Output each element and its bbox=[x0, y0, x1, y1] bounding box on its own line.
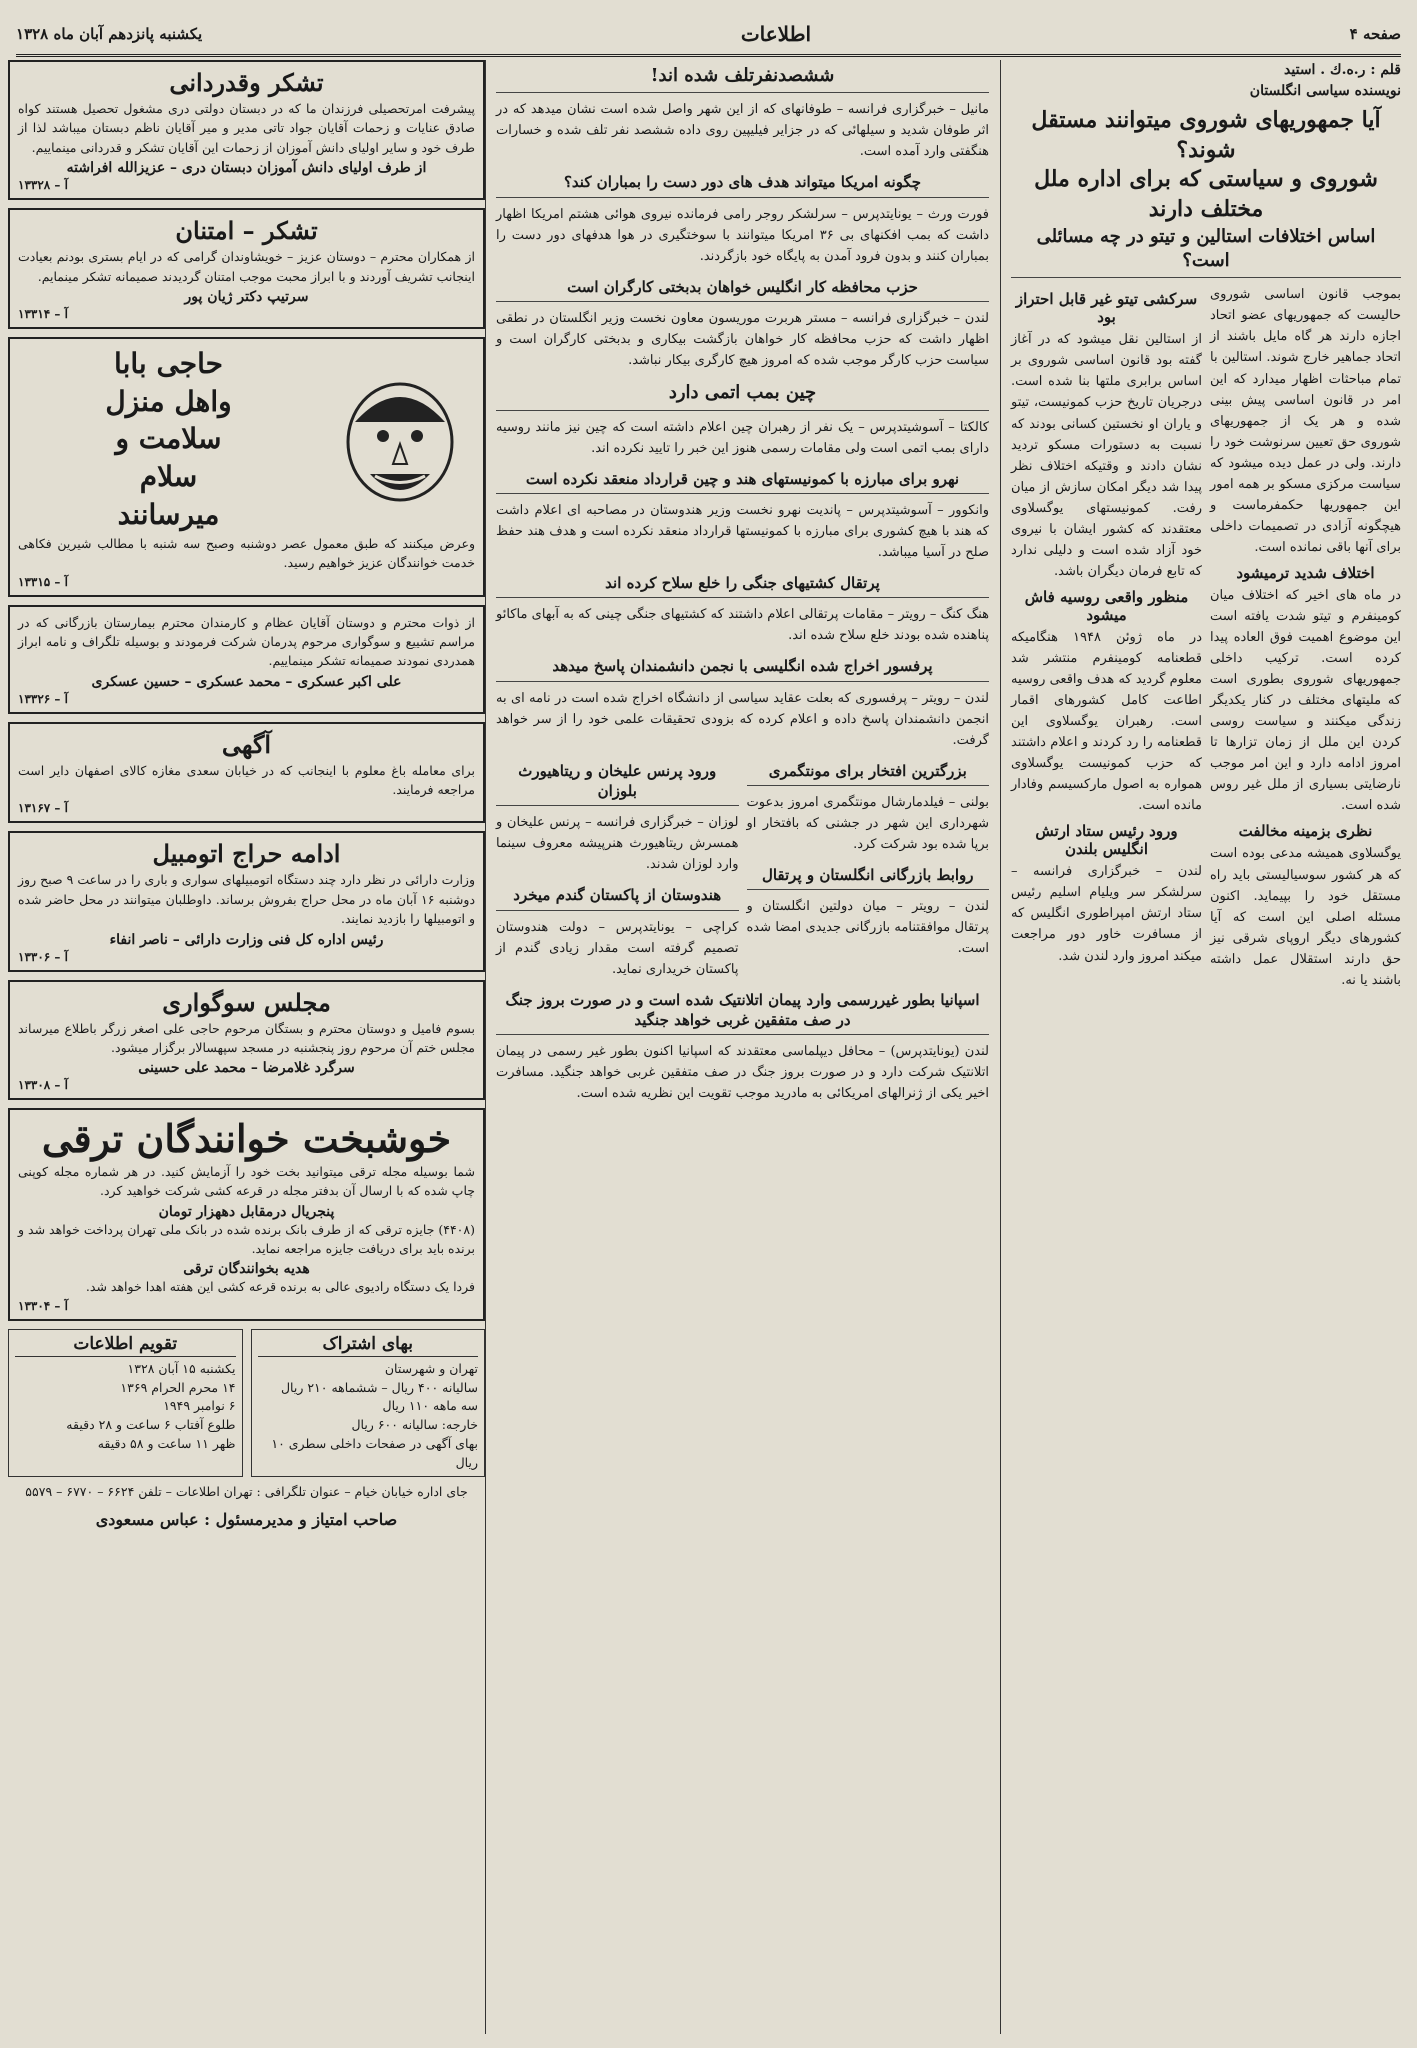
haji-greeting bbox=[18, 345, 319, 534]
news-headline: هندوستان از پاکستان گندم میخرد bbox=[496, 881, 739, 910]
news-body: لندن – رویتر – میان دولتین انگلستان و پرتقال موافقتنامه بازرگانی جدیدی امضا شده است. bbox=[746, 899, 989, 957]
news-body: مانیل – خبرگزاری فرانسه – طوفانهای که از این شهر واصل شده است نشان میدهد که در اثر طوفان شدید و سیلهائی که در جزایر فیلیپین روی داده ششصد نفر تلف شده و خسارات هنگفتی وارد آمده است. bbox=[496, 102, 989, 160]
haji-line: سلامت و bbox=[115, 422, 222, 456]
ad-text: از همکاران محترم – دوستان عزیز – خویشاوندان گرامی که در ایام بستری بودنم بعیادت اینجانب تشریف آوردند و با ابراز محبت موجب امتنان گردیدند صمیمانه تشکر مینمایم. bbox=[18, 249, 475, 284]
ad-signature: از طرف اولیای دانش آموزان دبستان دری – عزیزالله افراشته bbox=[66, 160, 427, 177]
calendar-line: ظهر ۱۱ ساعت و ۵۸ دقیقه bbox=[97, 1435, 236, 1451]
calendar-line: طلوع آفتاب ۶ ساعت و ۲۸ دقیقه bbox=[66, 1417, 236, 1433]
news-headline: بزرگترین افتخار برای مونتگمری bbox=[747, 757, 990, 786]
ad-signature: سرتیپ دکتر ژیان پور bbox=[184, 288, 309, 305]
column-right bbox=[1000, 60, 1401, 2034]
haji-line: سلام bbox=[139, 460, 198, 494]
ad-code: ۱۳۳۱۵ – آ bbox=[18, 574, 68, 589]
news-split-b bbox=[496, 757, 739, 986]
masthead bbox=[16, 14, 1401, 57]
ad-signature: سرگرد غلامرضا – محمد علی حسینی bbox=[138, 1060, 355, 1077]
news-headline: چگونه امریکا میتواند هدف های دور دست را بمباران کند؟ bbox=[496, 168, 989, 197]
subscription-line: سه ماهه ۱۱۰ ریال bbox=[382, 1398, 478, 1414]
subheading: نظری بزمینه مخالفت bbox=[1238, 822, 1373, 841]
news-headline: پرفسور اخراج شده انگلیسی با نجمن دانشمندان پاسخ میدهد bbox=[496, 652, 989, 681]
haji-baba-caricature-icon bbox=[325, 364, 475, 514]
headline-line-3: اساس اختلافات استالین و تیتو در چه مسائلی است؟ bbox=[1036, 225, 1376, 272]
news-headline: اسپانیا بطور غیررسمی وارد پیمان اتلانتیک شده است و در صورت بروز جنگ در صف متفقین غربی خواهد جنگید bbox=[496, 986, 989, 1036]
article-column-b bbox=[1011, 284, 1202, 996]
news-split-a bbox=[747, 757, 990, 986]
ad-code: ۱۳۳۰۶ – آ bbox=[18, 949, 68, 964]
news-headline: روابط بازرگانی انگلستان و پرتقال bbox=[747, 861, 990, 890]
ad-signature: رئیس اداره کل فنی وزارت دارائی – ناصر انفاء bbox=[109, 931, 384, 948]
news-body: لوزان – خبرگزاری فرانسه – پرنس علیخان و همسرش ریتاهیورث هنرپیشه معروف سینما وارد لوزان شدند. bbox=[496, 815, 739, 873]
prize-title: پنجریال درمقابل دههزار تومان bbox=[158, 1203, 335, 1220]
ad-title: تشکر – امتنان bbox=[175, 216, 318, 246]
ad-box bbox=[8, 605, 485, 714]
subscription-line: تهران و شهرستان bbox=[384, 1360, 478, 1376]
office-address: جای اداره خیابان خیام – عنوان تلگرافی : تهران اطلاعات – تلفن ۶۶۲۴ – ۶۷۷۰ – ۵۵۷۹ bbox=[25, 1484, 468, 1500]
ad-code: ۱۳۳۲۸ – آ bbox=[18, 178, 68, 193]
issue-date: یکشنبه پانزدهم آبان ماه ۱۳۲۸ bbox=[16, 25, 203, 43]
page-number: صفحه ۴ bbox=[1349, 25, 1401, 43]
news-body: کالکتا – آسوشیتدپرس – یک نفر از رهبران چین اعلام داشته است که چین نیز مانند روسیه دارای بمب اتمی است ولی مقامات رسمی هنوز این خبر را تایید نکرده اند. bbox=[496, 419, 989, 456]
ad-text: پیشرفت امرتحصیلی فرزندان ما که در دبستان دولتی دری مشغول تحصیل هستند کواه صادق عنایات و زحمات آقایان جواد تاتی مدیر و میر آقایان ناظم دبستان میباشد لذا از طرف خود و سایر اولیای دانش آموزان از زحمات این آقایان تشکر و قدردانی مینماییم. bbox=[18, 101, 475, 155]
calendar-line: ۱۴ محرم الحرام ۱۳۶۹ bbox=[120, 1379, 236, 1395]
article-column-a bbox=[1210, 284, 1401, 996]
taraghi-promo bbox=[8, 1108, 485, 1320]
ad-text: برای معامله باغ معلوم با اینجانب که در خیابان سعدی مغازه کالای اصفهان دایر است مراجعه فرمایند. bbox=[18, 762, 475, 798]
news-headline: حزب محافظه کار انگلیس خواهان بدبختی کارگران است bbox=[496, 273, 989, 302]
haji-baba-ad bbox=[8, 337, 485, 597]
news-headline: نهرو برای مبارزه با کمونیستهای هند و چین قرارداد منعقد نکرده است bbox=[496, 465, 989, 494]
gift-text: فردا یک دستگاه رادیوی عالی به برنده قرعه کشی این هفته اهدا خواهد شد. bbox=[85, 1279, 475, 1295]
promo-text: شما بوسیله مجله ترقی میتوانید بخت خود را آزمایش کنید. در هر شماره مجله کوپنی چاپ شده که با ارسال آن بدفتر مجله در قرعه کشی شرکت خواهید کرد. bbox=[18, 1163, 475, 1199]
news-body: لندن – رویتر – پرفسوری که بعلت عقاید سیاسی از دانشگاه اخراج شده است در نامه ای به انجمن دانشمندان پاسخ داده و اعلام کرده که بزودی تحقیقات علمی خود را از سر خواهد گرفت. bbox=[496, 690, 989, 748]
column-middle bbox=[485, 60, 999, 2034]
news-headline: ورود پرنس علیخان و ریتاهیورث بلوزان bbox=[496, 757, 739, 807]
news-body: بولنی – فیلدمارشال مونتگمری امروز بدعوت شهرداری این شهر در جشنی که بافتخار او برپا شده بود شرکت کرد. bbox=[746, 794, 989, 853]
ad-signature: علی اکبر عسکری – محمد عسکری – حسین عسکری bbox=[91, 673, 402, 690]
subheading: ورود رئیس ستاد ارتش انگلیس بلندن bbox=[1035, 822, 1178, 859]
byline: قلم : ر.ه.ك . استید bbox=[1284, 62, 1401, 78]
subheading: سرکشی تیتو غیر قابل احتراز بود bbox=[1015, 290, 1198, 327]
article-paragraph: لندن – خبرگزاری فرانسه – سرلشکر سر ویلیام اسلیم رئیس ستاد ارتش امپراطوری انگلیس که از مسافرت خاور دور مراجعت میکند امروز وارد لندن شد. bbox=[1011, 864, 1202, 964]
ad-box bbox=[8, 208, 485, 329]
subheading: منظور واقعی روسیه فاش میشود bbox=[1024, 587, 1189, 624]
ad-code: ۱۳۳۱۴ – آ bbox=[18, 306, 68, 321]
calendar-line: یکشنبه ۱۵ آبان ۱۳۲۸ bbox=[127, 1360, 236, 1376]
article-paragraph: در ماه ژوئن ۱۹۴۸ هنگامیکه قطعنامه کومینفرم منتشر شد معلوم گردید که هدف واقعی روسیه اطاعت کامل کشورهای اقمار است. رهبران یوگسلاوی این قطعنامه را رد کردند و اعلام داشتند که حزب کمونیست یوگسلاوی همواره به اصول مارکسیسم وفادار مانده است. bbox=[1011, 629, 1202, 814]
paper-name: اطلاعات bbox=[740, 22, 812, 46]
ad-title: آگهی bbox=[221, 729, 272, 759]
news-headline: پرتقال کشتیهای جنگی را خلع سلاح کرده اند bbox=[496, 569, 989, 598]
haji-row bbox=[18, 345, 475, 534]
news-body: فورت ورث – یونایتدپرس – سرلشکر روجر رامی فرمانده نیروی هوائی هشتم امریکا اظهار داشت که بمب افکنهای بی ۳۶ امریکا میتوانند با سوختگیری در هوا هدفهای دور دست را بمباران کنند و بدون فرود آمدن به پایگاه خود بازگردند. bbox=[496, 206, 989, 264]
haji-line: واهل منزل bbox=[105, 384, 232, 418]
ad-text: از ذوات محترم و دوستان آقایان عظام و کارمندان محترم بیمارستان بازرگانی که در مراسم تشییع و سوگواری مرحوم پدرمان شرکت فرمودند و بوسیله تلگراف و نامه ابراز همدردی نمودند صمیمانه تشکر مینماییم. bbox=[18, 614, 475, 669]
news-body: لندن (یونایتدپرس) – محافل دیپلماسی معتقدند که اسپانیا اکنون بطور غیر رسمی در پیمان اتلانتیک شرکت دارد و در صورت بروز جنگ در صف متفقین غربی خواهد جنگید. مسافرت اخیر یکی از ژنرالهای امریکائی به مادرید موجب تقویت این نظریه شده است. bbox=[496, 1044, 989, 1102]
headline-line-1: آیا جمهوریهای شوروی میتوانند مستقل شوند؟ bbox=[1031, 107, 1381, 163]
ad-title: مجلس سوگواری bbox=[162, 987, 331, 1017]
news-headline: چین بمب اتمی دارد bbox=[496, 377, 989, 410]
article-split bbox=[1011, 284, 1401, 996]
calendar-line: ۶ نوامبر ۱۹۴۹ bbox=[163, 1398, 236, 1414]
ad-code: ۱۳۳۰۴ – آ bbox=[18, 1298, 68, 1313]
calendar-title: تقویم اطلاعات bbox=[15, 1334, 236, 1357]
ad-box bbox=[8, 831, 485, 971]
headline-line-2: شوروی و سیاستی که برای اداره ملل مختلف دارند bbox=[1034, 166, 1378, 223]
ad-box bbox=[8, 722, 485, 824]
news-split bbox=[496, 757, 989, 986]
subheading: اختلاف شدید ترمیشود bbox=[1236, 563, 1375, 582]
ad-code: ۱۳۳۲۶ – آ bbox=[18, 691, 68, 706]
byline-role: نویسنده سیاسی انگلستان bbox=[1249, 83, 1401, 99]
info-row bbox=[8, 1329, 485, 1478]
haji-line: میرسانند bbox=[117, 498, 220, 532]
ad-title: ادامه حراج اتومبیل bbox=[152, 839, 341, 869]
subscription-box bbox=[251, 1329, 486, 1478]
ad-code: ۱۳۱۶۷ – آ bbox=[18, 801, 68, 816]
subscription-line: خارجه: سالیانه ۶۰۰ ریال bbox=[351, 1417, 478, 1433]
article-paragraph: بموجب قانون اساسی شوروی حالیست که جمهوریهای عضو اتحاد اجازه دارند هر گاه مایل باشند از اتحاد جماهیر خارج شوند. استالین با تمام مباحثات اظهار میدارد که این امر در قانون اساسی پیش بینی شده و هر یک از جمهوریهای شوروی حق تعیین سرنوشت خود را دارند. ولی در عمل دیده میشود که سیاست مرکزی مسکو بر همه امور این جمهوریها حکمفرماست و هیچگونه آزادی در تصمیمات داخلی برای آنها باقی نمانده است. bbox=[1210, 287, 1401, 555]
article-paragraph: در ماه های اخیر که اختلاف میان کومینفرم و تیتو شدت یافته است این موضوع اهمیت فوق العاده پیدا کرده است. ترکیب داخلی جمهوریهای شوروی بطوری است که ملیتهای مختلف در کنار یکدیگر زندگی میکنند و سیاست روسی کردن این ملل از زمان تزارها تا امروز ادامه دارد و این امر موجب نارضایتی بسیاری از ملل غیر روس شده است. bbox=[1210, 587, 1401, 814]
ad-text: بسوم فامیل و دوستان محترم و بستگان مرحوم حاجی علی اصغر زرگر باطلاع میرساند مجلس ختم آن مرحوم روز پنجشنبه در مسجد سپهسالار برگزار میشود. bbox=[18, 1020, 475, 1055]
news-headline: ششصدنفرتلف شده اند! bbox=[496, 60, 989, 93]
haji-line: حاجی بابا bbox=[114, 346, 223, 380]
article-paragraph: از استالین نقل میشود که در آغاز گفته بود قانون اساسی شوروی بر اساس برابری ملتها بنا شده است. درجریان تاریخ حزب کمونیست، تیتو و یاران او نخستین کسانی بودند که نسبت به دستورات مسکو تردید نشان دادند و وقتیکه اختلاف نظر پیدا شد دیگر امکان سازش از میان رفت. کمونیستهای یوگسلاوی معتقدند که کشور ایشان با نیروی خود آزاد شده است و دلیلی ندارد که تابع فرمان دیگران باشد. bbox=[1011, 332, 1202, 579]
article-paragraph: یوگسلاوی همیشه مدعی بوده است که هر کشور سوسیالیستی باید راه مستقل خود را بپیماید. اکنون مسئله اصلی این است که آیا کشورهای دیگر اروپای شرقی نیز حق دارند استقلال عمل داشته باشند یا نه. bbox=[1210, 846, 1401, 988]
subscription-line: بهای آگهی در صفحات داخلی سطری ۱۰ ریال bbox=[271, 1435, 478, 1470]
news-body: هنگ کنگ – رویتر – مقامات پرتقالی اعلام داشتند که کشتیهای جنگی چینی که به آبهای ماکائو پناهنده شده بودند خلع سلاح شده اند. bbox=[496, 607, 989, 644]
ad-box bbox=[8, 980, 485, 1101]
ad-box bbox=[8, 60, 485, 200]
news-body: وانکوور – آسوشیتدپرس – پاندیت نهرو نخست وزیر هندوستان در مصاحبه ای اعلام داشت که هند با هیچ کشوری برای مبارزه با کمونیستها قرارداد منعقد نکرده است و هدف هند حفظ صلح در آسیا میباشد. bbox=[496, 502, 989, 560]
main-headline bbox=[1011, 102, 1401, 278]
promo-title: خوشبخت خوانندگان ترقی bbox=[41, 1116, 452, 1162]
subscription-line: سالیانه ۴۰۰ ریال – ششماهه ۲۱۰ ریال bbox=[280, 1379, 478, 1395]
gift-title: هدیه بخوانندگان ترقی bbox=[183, 1261, 310, 1278]
ad-code: ۱۳۳۰۸ – آ bbox=[18, 1078, 68, 1093]
ad-text: وزارت دارائی در نظر دارد چند دستگاه اتومبیلهای سواری و باری را در ساعت ۹ صبح روز دوشنبه ۱۶ آبان ماه در محل حراج بفروش برساند. داوطلبان میتوانند در محل حاضر شده و اتومبیلها را بازدید نمایند. bbox=[18, 872, 476, 927]
calendar-box bbox=[8, 1329, 243, 1478]
subscription-title: بهای اشتراک bbox=[258, 1334, 479, 1357]
news-body: کراچی – یونایتدپرس – دولت هندوستان تصمیم گرفته است مقدار زیادی گندم از پاکستان خریداری نماید. bbox=[496, 919, 739, 977]
column-left-ads bbox=[8, 60, 493, 2034]
columns bbox=[16, 60, 1401, 2034]
news-body: لندن – خبرگزاری فرانسه – مستر هربرت موریسون معاون نخست وزیر انگلستان در نطقی اظهار داشت که حزب محافظه کار خواهان بازگشت بیکاری و بدبختی کارگران است و سیاست حزب کارگر موجب شده که امروز هیچ کارگری بیکار نباشد. bbox=[496, 311, 989, 369]
prize-text: (۴۴۰۸) جایزه ترقی که از طرف بانک برنده شده در بانک ملی تهران پرداخت خواهد شد و برنده باید برای دریافت جایزه مراجعه نماید. bbox=[18, 1221, 475, 1257]
ad-title: تشکر وقدردانی bbox=[169, 68, 324, 97]
ad-text: وعرض میکنند که طبق معمول عصر دوشنبه وصبح سه شنبه با مطالب شیرین فکاهی خدمت خوانندگان عزیز خواهیم رسید. bbox=[18, 535, 475, 571]
publisher-signature: صاحب امتیاز و مدیرمسئول : عباس مسعودی bbox=[95, 1510, 398, 1530]
